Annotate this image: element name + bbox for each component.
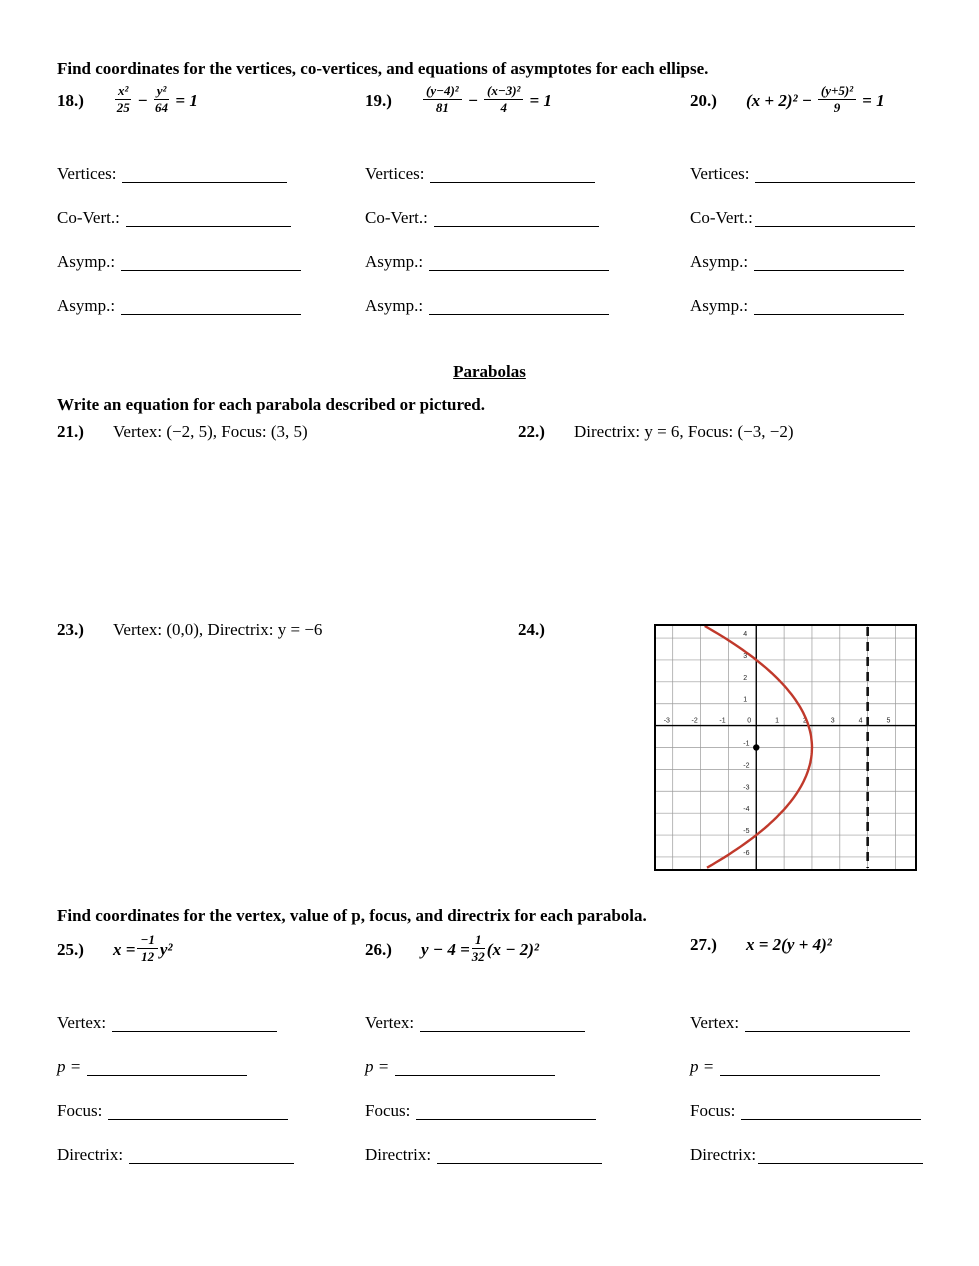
numerator: x² — [115, 84, 131, 100]
equation — [113, 932, 173, 965]
asymp-label: Asymp.: — [57, 296, 116, 315]
answer-row — [57, 1101, 288, 1121]
problem-text: Vertex: (0,0), Directrix: y = −6 — [113, 620, 323, 639]
answer-blank — [430, 167, 595, 183]
answer-row — [690, 1145, 923, 1165]
denominator: 64 — [155, 100, 169, 116]
svg-text:1: 1 — [775, 717, 780, 725]
denominator: 25 — [116, 100, 130, 116]
minus-sign: − — [467, 90, 479, 110]
denominator: 81 — [435, 100, 449, 116]
equals-one: = 1 — [862, 90, 885, 110]
answer-row — [365, 252, 609, 272]
problem-24 — [518, 620, 574, 640]
problem-text: Vertex: (−2, 5), Focus: (3, 5) — [113, 422, 308, 441]
svg-text:-3: -3 — [663, 717, 670, 725]
asymp-label: Asymp.: — [365, 296, 424, 315]
answer-blank — [754, 255, 904, 271]
answer-blank — [108, 1104, 288, 1120]
svg-text:0: 0 — [747, 717, 752, 725]
parabolas-title: Parabolas — [453, 362, 526, 381]
covert-label: Co-Vert.: — [365, 208, 428, 227]
answer-blank — [720, 1060, 880, 1076]
svg-text:-1: -1 — [743, 740, 750, 748]
parabola-writing-heading: Write an equation for each parabola described or pictured. — [57, 395, 485, 414]
equals-one: = 1 — [529, 90, 552, 110]
parabola-graph-svg — [656, 626, 915, 869]
problem-19 — [365, 83, 685, 315]
svg-text:3: 3 — [743, 652, 748, 660]
lhs: y − 4 = — [421, 939, 470, 959]
vertex-label: Vertex: — [365, 1013, 415, 1032]
svg-text:-3: -3 — [743, 784, 750, 792]
problem-number: 26.) — [365, 939, 392, 959]
answer-row — [57, 296, 301, 316]
answer-blank — [126, 211, 291, 227]
answer-blank — [429, 255, 609, 271]
covert-label: Co-Vert.: — [57, 208, 120, 227]
problem-21 — [57, 422, 308, 442]
equation — [421, 932, 540, 965]
answer-blank — [429, 299, 609, 315]
denominator: 32 — [471, 949, 485, 965]
minus-sign: − — [137, 90, 148, 110]
equation — [746, 83, 889, 116]
problem-text: Directrix: y = 6, Focus: (−3, −2) — [574, 422, 794, 441]
focus-label: Focus: — [690, 1101, 736, 1120]
fraction — [154, 84, 170, 116]
svg-text:2: 2 — [802, 717, 807, 725]
answer-row — [365, 1057, 555, 1077]
covert-label: Co-Vert.: — [690, 208, 753, 227]
vertices-label: Vertices: — [690, 164, 750, 183]
svg-text:-2: -2 — [743, 762, 750, 770]
problem-25 — [57, 932, 377, 1164]
answer-row — [690, 296, 904, 316]
directrix-label: Directrix: — [57, 1145, 124, 1164]
problem-number: 25.) — [57, 939, 84, 959]
answer-blank — [755, 211, 915, 227]
svg-text:-2: -2 — [691, 717, 698, 725]
term: y² — [159, 939, 173, 959]
vertices-label: Vertices: — [365, 164, 425, 183]
answer-blank — [437, 1148, 602, 1164]
term: (x − 2)² — [486, 939, 540, 959]
answer-blank — [129, 1148, 294, 1164]
answer-row — [365, 164, 595, 184]
answer-row — [365, 1013, 585, 1033]
answer-row — [57, 252, 301, 272]
answer-row — [690, 1101, 921, 1121]
numerator: 1 — [472, 933, 485, 949]
vertex-label: Vertex: — [690, 1013, 740, 1032]
asymp-label: Asymp.: — [365, 252, 424, 271]
problem-26 — [365, 932, 685, 1164]
answer-row — [57, 1013, 277, 1033]
svg-text:-1: -1 — [719, 717, 726, 725]
svg-text:4: 4 — [858, 717, 863, 725]
numerator: (y+5)² — [818, 84, 856, 100]
answer-row — [365, 296, 609, 316]
answer-row — [365, 1145, 602, 1165]
problem-number: 19.) — [365, 90, 392, 110]
answer-row — [690, 1013, 910, 1033]
directrix-label: Directrix: — [690, 1145, 757, 1164]
answer-row — [365, 1101, 596, 1121]
minus-sign: − — [801, 90, 812, 110]
svg-text:-5: -5 — [743, 828, 750, 836]
numerator: −1 — [137, 933, 157, 949]
answer-blank — [112, 1016, 277, 1032]
answer-row — [690, 164, 915, 184]
problem-20 — [690, 83, 979, 315]
equation — [421, 83, 556, 116]
equals-one: = 1 — [175, 90, 198, 110]
fraction — [115, 84, 131, 116]
ellipse-section-heading: Find coordinates for the vertices, co-vertices, and equations of asymptotes for each ellipse. — [57, 59, 709, 78]
p-label: p = — [57, 1057, 82, 1076]
parabola-graph — [654, 624, 917, 871]
problem-number: 21.) — [57, 422, 84, 441]
answer-row — [365, 208, 599, 228]
answer-row — [57, 164, 287, 184]
term: (x + 2)² — [746, 90, 798, 110]
problem-22 — [518, 422, 794, 442]
answer-row — [690, 1057, 880, 1077]
vertex-label: Vertex: — [57, 1013, 107, 1032]
answer-row — [57, 1057, 247, 1077]
numerator: y² — [154, 84, 170, 100]
answer-blank — [416, 1104, 596, 1120]
answer-blank — [741, 1104, 921, 1120]
fraction — [484, 84, 523, 116]
svg-text:5: 5 — [886, 717, 891, 725]
answer-blank — [87, 1060, 247, 1076]
answer-blank — [755, 167, 915, 183]
asymp-label: Asymp.: — [690, 252, 749, 271]
equation: x = 2(y + 4)² — [746, 935, 832, 954]
directrix-label: Directrix: — [365, 1145, 432, 1164]
fraction — [137, 933, 157, 965]
lhs: x = — [113, 939, 136, 959]
svg-text:-4: -4 — [743, 806, 750, 814]
svg-text:-6: -6 — [743, 849, 750, 857]
problem-number: 22.) — [518, 422, 545, 441]
fraction — [818, 84, 856, 116]
answer-blank — [121, 299, 301, 315]
answer-blank — [122, 167, 287, 183]
svg-text:1: 1 — [743, 696, 748, 704]
svg-text:4: 4 — [743, 631, 748, 639]
p-label: p = — [690, 1057, 715, 1076]
equation — [113, 83, 202, 116]
svg-text:2: 2 — [743, 674, 748, 682]
problem-number: 18.) — [57, 90, 84, 110]
vertices-label: Vertices: — [57, 164, 117, 183]
answer-blank — [754, 299, 904, 315]
focus-label: Focus: — [365, 1101, 411, 1120]
problem-number: 23.) — [57, 620, 84, 639]
denominator: 12 — [141, 949, 155, 965]
problem-18 — [57, 83, 377, 315]
svg-text:3: 3 — [830, 717, 835, 725]
denominator: 9 — [833, 100, 841, 116]
parabola-coordinates-heading: Find coordinates for the vertex, value of p, focus, and directrix for each parabola. — [57, 906, 647, 925]
answer-row — [57, 208, 291, 228]
answer-row — [690, 208, 915, 228]
answer-blank — [395, 1060, 555, 1076]
answer-blank — [420, 1016, 585, 1032]
problem-number: 20.) — [690, 90, 717, 110]
answer-blank — [121, 255, 301, 271]
answer-row — [690, 252, 904, 272]
asymp-label: Asymp.: — [57, 252, 116, 271]
asymp-label: Asymp.: — [690, 296, 749, 315]
numerator: (y−4)² — [423, 84, 462, 100]
answer-blank — [434, 211, 599, 227]
fraction — [472, 933, 485, 965]
problem-23 — [57, 620, 322, 640]
answer-blank — [745, 1016, 910, 1032]
denominator: 4 — [500, 100, 507, 116]
focus-label: Focus: — [57, 1101, 103, 1120]
answer-blank — [758, 1148, 923, 1164]
answer-row — [57, 1145, 294, 1165]
fraction — [423, 84, 462, 116]
numerator: (x−3)² — [484, 84, 523, 100]
p-label: p = — [365, 1057, 390, 1076]
problem-number: 27.) — [690, 935, 717, 954]
problem-number: 24.) — [518, 620, 545, 639]
problem-27 — [690, 935, 979, 1164]
